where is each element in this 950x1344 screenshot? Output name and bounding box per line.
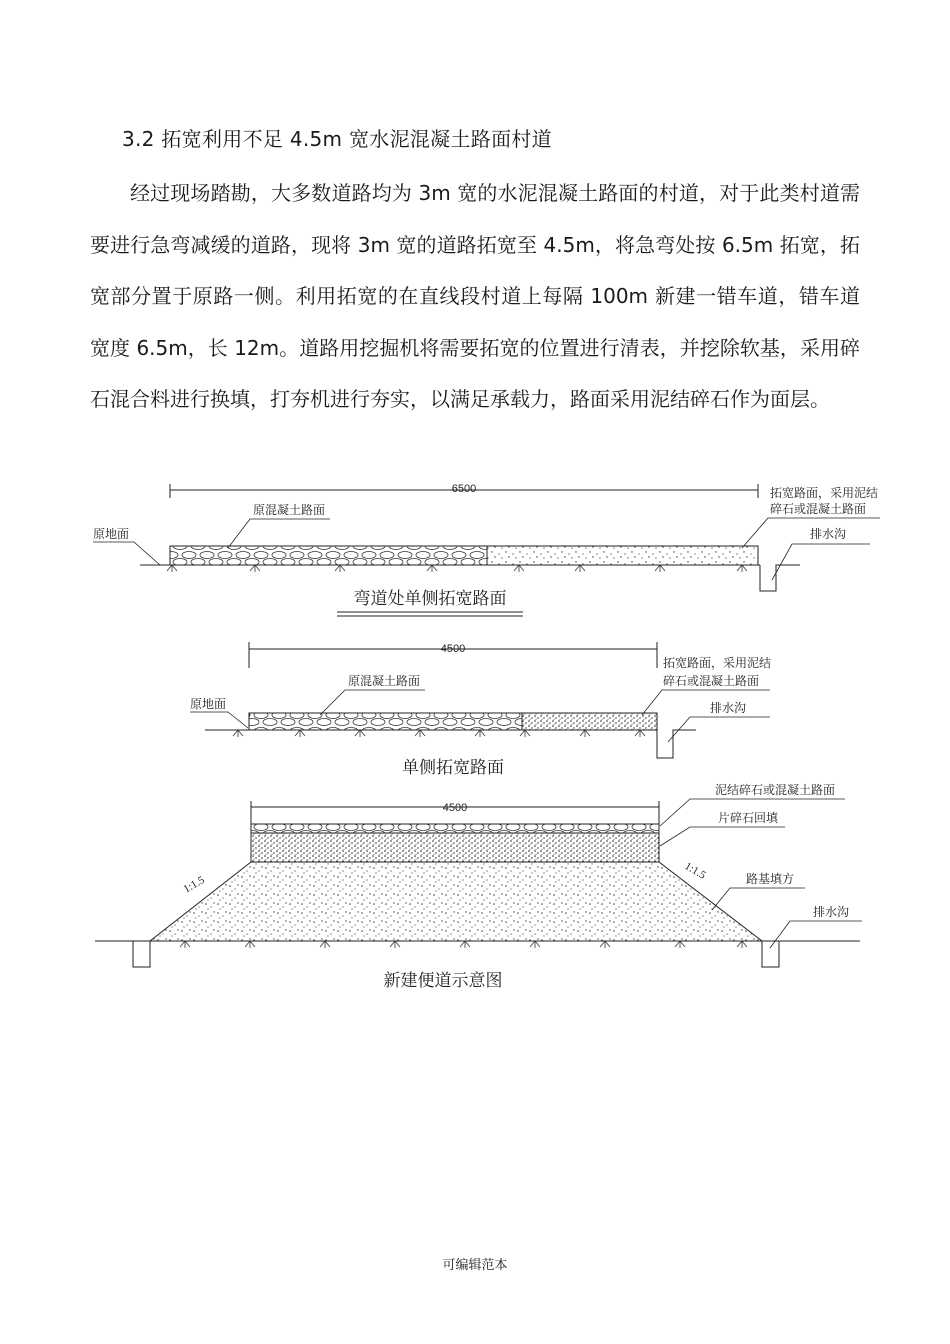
label-old-pavement: 原混凝土路面 [348,674,421,688]
label-widened-2: 碎石或混凝土路面 [663,674,760,688]
section-heading: 3.2 拓宽利用不足 4.5m 宽水泥混凝土路面村道 [122,127,552,151]
label-widened-2: 碎石或混凝土路面 [770,502,867,516]
page-footer: 可编辑范本 [442,1258,508,1273]
figure-bend-widening [93,483,880,616]
caption-new-road: 新建便道示意图 [383,971,503,991]
dimension-4500: 4500 [442,802,468,814]
label-ditch: 排水沟 [813,905,850,919]
caption-single-side: 单侧拓宽路面 [402,758,504,778]
dimension-4500: 4500 [440,643,466,655]
figure-new-access-road [95,782,862,991]
label-widened-1: 拓宽路面，采用泥结 [663,656,772,670]
label-ground: 原地面 [93,527,130,541]
label-ground: 原地面 [190,697,227,711]
label-ditch: 排水沟 [710,701,747,715]
label-widened-1: 拓宽路面，采用泥结 [770,486,879,500]
dimension-6500: 6500 [451,483,477,495]
road-cross-section-figures [0,470,950,1010]
label-subgrade: 路基填方 [746,872,795,886]
label-old-pavement: 原混凝土路面 [253,503,326,517]
figure-single-side-widening [190,642,771,778]
label-base: 片碎石回填 [718,811,779,825]
slope-left: 1:1.5 [181,874,207,896]
label-surface: 泥结碎石或混凝土路面 [715,783,836,797]
caption-bend-widening: 弯道处单侧拓宽路面 [353,589,507,609]
label-ditch: 排水沟 [810,527,847,541]
section-body [90,168,860,426]
slope-right: 1:1.5 [682,860,708,882]
body-paragraph: 经过现场踏勘，大多数道路均为 3m 宽的水泥混凝土路面的村道，对于此类村道需要进行急弯减缓的道路，现将 3m 宽的道路拓宽至 4.5m，将急弯处按 6.5m 拓宽，拓宽部分置于原路一侧。利用拓宽的在直线段村道上每隔 100m 新建一错车道，错车道宽度 6.5m，长 12m。道路用挖掘机将需要拓宽的位置进行清表，并挖除软基，采用碎石混合料进行换填，打夯机进行夯实，以满足承载力，路面采用泥结碎石作为面层。 [90,181,860,411]
